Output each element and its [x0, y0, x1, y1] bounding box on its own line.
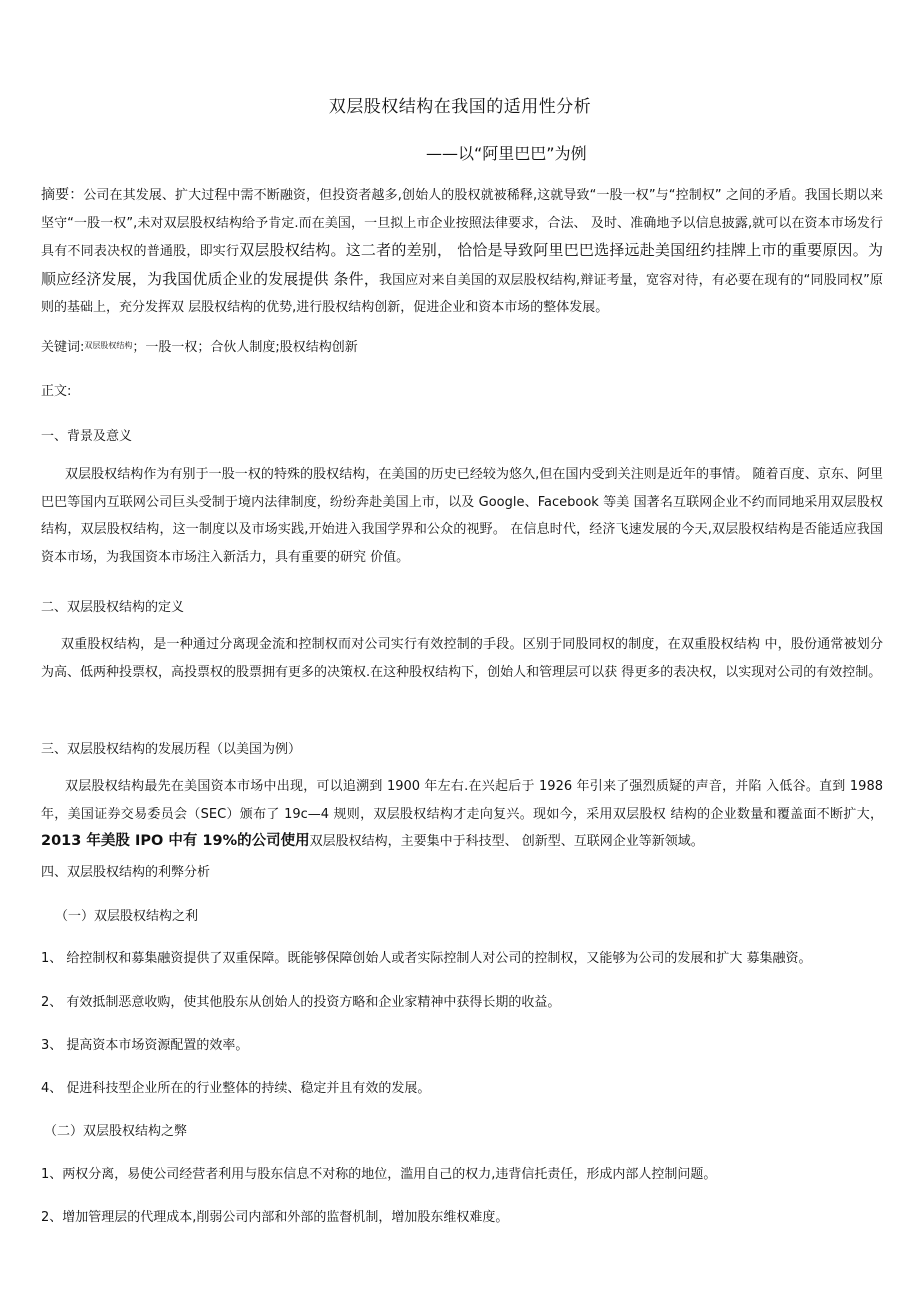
keywords-rest: ；一股一权；合伙人制度;股权结构创新	[132, 340, 358, 355]
section3-text-1: 双层股权结构最先在美国资本市场中出现，可以追溯到 1900 年左右.在兴起后于 1926 年引来了强烈质疑的声音，并陷 入低谷。直到 1988 年，美国证券交易委员会（SEC）颁布了 19c—4 规则，双层股权结构才走向复兴。现如今，采用双层股权 结构的企业数量和覆盖面不断扩大，	[41, 779, 883, 822]
section3-paragraph	[41, 773, 883, 856]
pros-item: 1、 给控制权和募集融资提供了双重保障。既能够保障创始人或者实际控制人对公司的控制权，又能够为公司的发展和扩大 募集融资。	[41, 951, 812, 966]
section3-text-2: 双层股权结构，主要集中于科技型、 创新型、互联网企业等新领域。	[309, 834, 704, 849]
section3-heading: 三、双层股权结构的发展历程（以美国为例）	[41, 742, 302, 757]
abstract-text-3: 我国应对来自美国的双层股权结构,辩证考量，宽容对待，有必要在现有的“同股同权”原则的基础上，充分发挥双 层股权结构的优势,进行股权结构创新，促进企业和资本市场的整体发展。	[41, 272, 883, 315]
section4-heading: 四、双层股权结构的利弊分析	[41, 865, 211, 880]
pros-item: 3、 提高资本市场资源配置的效率。	[41, 1038, 249, 1053]
cons-heading: （二）双层股权结构之弊	[44, 1124, 188, 1139]
pros-heading: （一）双层股权结构之利	[55, 909, 199, 924]
abstract-label: 摘要：	[41, 187, 84, 203]
section1-paragraph: 双层股权结构作为有别于一股一权的特殊的股权结构，在美国的历史已经较为悠久,但在国内受到关注则是近年的事情。 随着百度、京东、阿里巴巴等国内互联网公司巨头受制于境内法律制度，纷纷奔赴美国上市，以及 Google、Facebook 等美 国著名互联网企业不约而同地采用双层股权结构，双层股权结构，这一制度以及市场实践,开始进入我国学界和公众的视野。 在信息时代，经济飞速发展的今天,双层股权结构是否能适应我国资本市场，为我国资本市场注入新活力，具有重要的研究 价值。	[41, 467, 883, 565]
document-title: 双层股权结构在我国的适用性分析	[328, 97, 592, 117]
keywords-small: 双层股权结构	[84, 341, 133, 350]
cons-item: 2、增加管理层的代理成本,削弱公司内部和外部的监督机制，增加股东维权难度。	[41, 1210, 509, 1225]
document-subtitle: ——以“阿里巴巴”为例	[426, 144, 587, 163]
pros-item: 2、 有效抵制恶意收购，使其他股东从创始人的投资方略和企业家精神中获得长期的收益。	[41, 995, 561, 1010]
keywords-line	[41, 336, 883, 355]
keywords-label: 关键词:	[41, 340, 85, 355]
abstract-text-1: 公司在其发展、扩大过程中需不断融资，但投资者越多,创始人的股权就被稀释,这就导致“一股一权”与“控制权” 之间的矛盾。我国长期以来坚守“一股一权”,未对双层股权结构给予肯定.而在美国，一旦拟上市企业按照法律要求，合法、 及时、准确地予以信息披露,就可以在资本市场发行具有不同表决权的普通股，即实行	[41, 188, 884, 259]
abstract-text-2: 双层股权结构。这二者的差别， 恰恰是导致阿里巴巴选择远赴美国纽约挂牌上市的重要原因。为顺应经济发展，为我国优质企业的发展提供 条件，	[41, 241, 883, 288]
cons-item: 1、两权分离，易使公司经营者利用与股东信息不对称的地位，滥用自己的权力,违背信托责任，形成内部人控制问题。	[41, 1167, 717, 1182]
section3-bold: 2013 年美股 IPO 中有 19%的公司使用	[41, 833, 310, 849]
section2-paragraph: 双重股权结构，是一种通过分离现金流和控制权而对公司实行有效控制的手段。区别于同股同权的制度，在双重股权结构 中，股份通常被划分为高、低两种投票权，高投票权的股票拥有更多的决策权.在这种股权结构下，创始人和管理层可以获 得更多的表决权，以实现对公司的有效控制。	[41, 637, 883, 680]
body-label: 正文:	[41, 384, 72, 399]
section2-heading: 二、双层股权结构的定义	[41, 600, 185, 615]
pros-item: 4、 促进科技型企业所在的行业整体的持续、稳定并且有效的发展。	[41, 1081, 431, 1096]
section1-heading: 一、背景及意义	[41, 429, 133, 444]
abstract-paragraph	[41, 182, 883, 322]
